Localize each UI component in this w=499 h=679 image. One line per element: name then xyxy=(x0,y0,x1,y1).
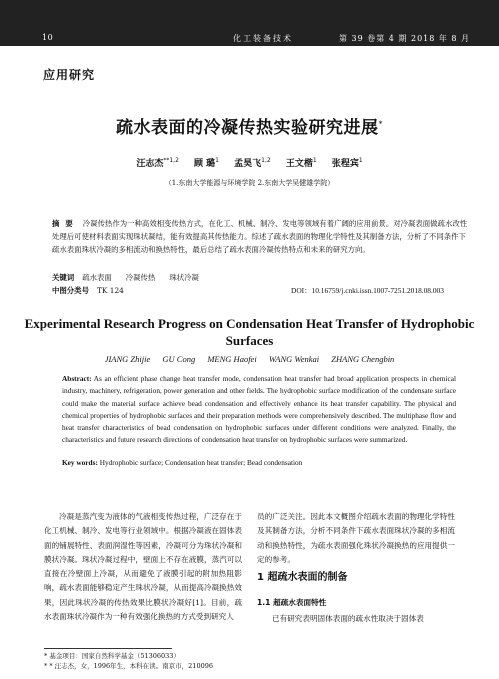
footnote: * 基金项目：国家自然科学基金（51306033） xyxy=(44,652,180,660)
english-author: MENG Haofei xyxy=(207,354,257,364)
doi: DOI：10.16759/j.cnki.issn.1007-7251.2018.08.003 xyxy=(291,286,444,295)
abstract-zh-label: 摘要 xyxy=(52,219,79,228)
english-author: WANG Wenkai xyxy=(268,354,320,364)
paper-title-text: 疏水表面的冷凝传热实验研究进展 xyxy=(116,118,379,138)
author: 王文楷$^1$ xyxy=(285,157,317,169)
paper-title xyxy=(0,113,499,138)
english-author-list xyxy=(0,354,499,364)
abstract-zh-text: 冷凝传热作为一种高效相变传热方式，在化工、机械、制冷、发电等领域有着广阔的应用前景。对冷凝表面做疏水改性处理后可使材料表面实现珠状凝结，能有效提高其传热能力。综述了疏水表面的物理化学特性及其制备方法，分析了不同条件下疏水表面珠状冷凝的多相流动和换热特性，最后总结了疏水表面冷凝传热特点和未来的研究方向。 xyxy=(52,219,468,254)
abstract-en-text: As an efficient phase change heat transfer mode, condensation heat transfer had broad application prospects in chemical industry, machinery, refrigeration, power generation and other fields. The hydrophobic surface modification of the condensate surface could make the material surface achieve bead condensation and effectively enhance its heat transfer capability. The physical and chemical properties of hydrophobic surfaces and their preparation methods were comprehensively described. The multiphase flow and heat transfer characteristics of bead condensation on hydrophobic surfaces under different conditions were analyzed. Finally, the characteristics and future research directions of condensation heat transfer on hydrophobic surfaces were summarized. xyxy=(62,374,457,445)
affiliation: （1.东南大学能源与环境学院 2.东南大学吴健雄学院） xyxy=(164,179,335,187)
page-number: 10 xyxy=(42,33,54,42)
keywords-zh-label: 关键词 xyxy=(52,273,75,282)
author: 张程宾$^1$ xyxy=(331,157,363,169)
page-header xyxy=(0,0,499,46)
keyword: 疏水表面 xyxy=(82,273,112,282)
author: 汪志杰$^{**1,2}$ xyxy=(136,157,179,169)
keywords-en-text: Hydrophobic surface; Condensation heat transfer; Bead condensation xyxy=(99,458,303,467)
english-author: JIANG Zhijie xyxy=(104,354,151,364)
author-list xyxy=(0,156,499,169)
author: 孟昊飞$^{1,2}$ xyxy=(234,157,271,169)
section-label: 应用研究 xyxy=(43,68,96,82)
section-heading: 1 超疏水表面的制备 xyxy=(257,572,348,583)
issue-info: 第 39 卷第 4 期 2018 年 8 月 xyxy=(339,34,471,43)
keywords-zh xyxy=(52,271,472,284)
english-title: Experimental Research Progress on Condensation Heat Transfer of Hydrophobic Surfaces xyxy=(24,316,475,348)
keywords-en-label: Key words: xyxy=(62,458,98,467)
body-left-column: 冷凝是蒸汽变为液体的气液相变传热过程，广泛存在于化工机械、制冷、发电等行业领域中。根据冷凝液在固体表面的铺展特性、表面润湿性等因素，冷凝可分为珠状冷凝和膜状冷凝。珠状冷凝过程中，壁面上不存在液膜，蒸汽可以直接在冷壁面上冷凝，从而避免了液膜引起的附加热阻影响，疏水表面能够稳定产生珠状冷凝，从而提高冷凝换热效果，因此珠状冷凝的传热效果比膜状冷凝好[1]。目前，疏水表面珠状冷凝作为一种有效强化换热的方式受到研究人 xyxy=(44,512,242,622)
english-author: ZHANG Chengbin xyxy=(331,354,395,364)
title-footnote-mark: * xyxy=(378,119,383,129)
abstract-zh xyxy=(52,217,472,256)
keyword: 冷凝传热 xyxy=(125,273,156,282)
subsection-heading: 1.1 超疏水表面特性 xyxy=(257,598,327,607)
keyword: 珠状冷凝 xyxy=(169,273,199,282)
body-right-paragraph: 已有研究表明固体表面的疏水性取决于固体表 xyxy=(272,614,424,623)
footnote-divider xyxy=(44,648,172,649)
english-author: GU Cong xyxy=(162,354,196,364)
body-right-column: 员的广泛关注。因此本文概图介绍疏水表面的物理化学特性及其制备方法，分析不同条件下疏水表面珠状冷凝的多相流动和换热特性，为疏水表面强化珠状冷凝换热的应用提供一定的参考。 xyxy=(257,512,455,564)
abstract-en-label: Abstract: xyxy=(62,374,92,383)
classification-value: TK 124 xyxy=(96,286,124,295)
classification-label: 中图分类号 xyxy=(52,286,89,295)
author: 顾 璐$^1$ xyxy=(194,157,219,169)
abstract-en xyxy=(62,373,456,447)
footnote: * * 汪志杰，女，1996年生，本科在读。南京市，210096 xyxy=(44,662,213,670)
keywords-en xyxy=(62,458,456,467)
journal-name: 化工装备技术 xyxy=(233,34,293,43)
footnotes xyxy=(44,651,213,671)
